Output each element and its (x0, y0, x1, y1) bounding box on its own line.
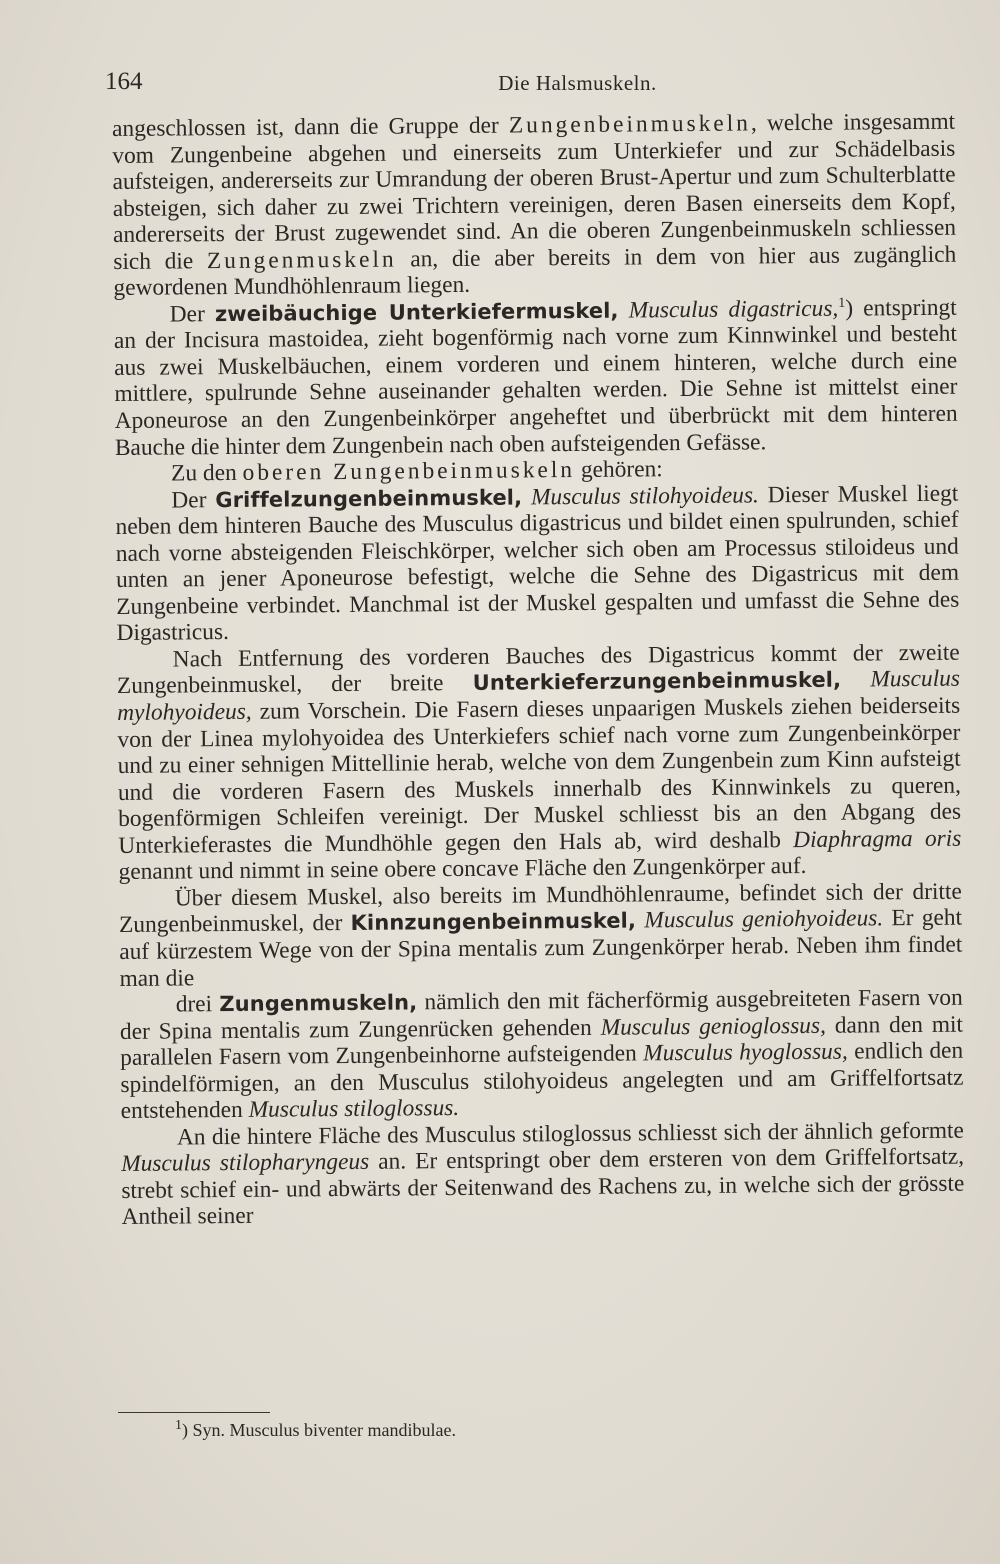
paragraph (114, 294, 958, 461)
spaced-term: Zungenmuskeln (206, 246, 397, 274)
text-run: Der (169, 300, 216, 328)
latin-term: Musculus genioglossus, (600, 1012, 826, 1041)
page-number: 164 (105, 68, 143, 95)
bold-term: Zungenmuskeln, (219, 990, 418, 1017)
text-run: Dieser Muskel liegt neben dem hinteren Bauche des Musculus digastricus und bildet einen spulrunden, schief nach vorne absteigenden Fleischkörper, welcher sich oben am Processus stiloideus und unten an jener Aponeurose befestigt, welche die Sehne des Digastricus mit dem Zungenbeine verbindet. Manchmal ist der Muskel gespalten und umfasst die Sehne des Digastricus. (115, 480, 960, 647)
text-run: an, die aber bereits in dem von hier aus zugänglich gewordenen Mundhöhlenraum liegen. (113, 241, 957, 302)
text-run: angeschlossen ist, dann die Gruppe der (112, 112, 510, 142)
paragraph (120, 985, 964, 1125)
footnote-divider (118, 1412, 270, 1413)
text-run: Er geht auf kürzestem Wege von der Spina mentalis zum Zungenkörper herab. Neben ihm findet man die (119, 905, 963, 992)
text-run: Über diesem Muskel, also bereits im Mundhöhlenraume, befindet sich der dritte Zungenbeinmuskel, der (118, 878, 962, 939)
latin-term: Musculus stilohyoideus. (530, 482, 759, 511)
latin-term: Musculus stiloglossus. (248, 1095, 460, 1124)
footnote-text: ) Syn. Musculus biventer mandibulae. (182, 1420, 456, 1440)
text-run: ) entspringt an der Incisura mastoidea, zieht bogenförmig nach vorne zum Kinnwinkel und besteht aus zwei Muskelbäuchen, einem vorderen und einem hinteren, welche durch eine mittlere, spulrunde Sehne auseinander gehalten werden. Die Sehne ist mittelst einer Aponeurose an den Zungenbeinkörper angeheftet und überbrückt mit dem hinteren Bauche die hinter dem Zungenbein nach oben aufsteigenden Gefässe. (113, 294, 958, 461)
text-run: Zu den (171, 459, 243, 487)
spaced-term: oberen Zungenbeinmuskeln (242, 457, 576, 486)
paragraph (115, 480, 959, 647)
body-text (112, 109, 965, 1231)
footnote-marker: 1 (175, 1418, 182, 1433)
text-run: , welche insgesammt vom Zungenbeine abgehen und einerseits zum Unterkiefer und zur Schädelbasis aufsteigen, andererseits zur Umrandung der oberen Brust-Apertur und zum Schulterblatte absteigen, sich daher zu zwei Trichtern vereinigen, deren Basen einerseits dem Kopf, andererseits der Brust zugewendet sind. An die oberen Zungenbeinmuskeln schliessen sich die (112, 108, 957, 275)
footnote-reference: 1 (838, 295, 846, 311)
paragraph (121, 1117, 965, 1231)
bold-term: zweibäuchige Unterkiefermuskel, (214, 298, 619, 326)
paragraph (119, 878, 963, 992)
latin-term: Musculus digastricus, (628, 295, 839, 324)
spaced-term: Zungenbeinmuskeln (508, 110, 752, 139)
text-run (841, 667, 870, 693)
footnote (175, 1420, 456, 1441)
running-head: Die Halsmuskeln. (498, 71, 657, 95)
latin-term: Musculus geniohyoideus. (644, 905, 884, 934)
latin-term: Musculus stilopharyngeus (121, 1149, 370, 1178)
page-header (105, 68, 940, 104)
latin-term: Musculus mylohyoideus, (117, 666, 961, 727)
text-run: dann den mit parallelen Fasern vom Zungenbeinhorne aufsteigenden (120, 1011, 964, 1072)
text-run: genannt und nimmt in seine obere concave Fläche den Zungenkörper auf. (118, 853, 807, 886)
bold-term: Griffelzungenbeinmuskel, (215, 485, 523, 512)
text-run: an. Er entspringt ober dem ersteren von dem Griffelfortsatz, strebt schief ein- und abwärts der Seitenwand des Rachens zu, in welche sich der grösste Antheil seiner (121, 1143, 965, 1231)
text-run: drei (175, 991, 220, 1018)
paragraph (112, 109, 957, 302)
text-run (618, 297, 628, 323)
latin-term: Diaphragma oris (792, 825, 962, 853)
text-run: gehören: (574, 456, 663, 484)
text-run: nämlich den mit fächerförmig ausgebreiteten Fasern von der Spina mentalis zum Zungenrücken gehenden (119, 984, 963, 1045)
paragraph (117, 640, 962, 886)
bold-term: Kinnzungenbeinmuskel, (350, 908, 637, 936)
text-run (522, 484, 531, 510)
latin-term: Musculus hyoglossus, (643, 1038, 848, 1067)
text-run: zum Vorschein. Die Fasern dieses unpaarigen Muskels ziehen beiderseits von der Linea mylohyoidea des Unterkiefers schief nach vorne zum Zungenbeinkörper und zu einer sehnigen Mittellinie herab, welche von dem Zungenbein zum Kinn aufsteigt und die vorderen Fasern des Muskels innerhalb des Kinnwinkels zu queren, bogenförmigen Schleifen vereinigt. Der Muskel schliesst bis an den Abgang des Unterkieferastes die Mundhöhle gegen den Hals ab, wird deshalb (117, 692, 962, 859)
text-run: endlich den spindelförmigen, an den Musculus stilohyoideus angelegten und am Griffelfortsatz entstehenden (120, 1037, 964, 1125)
text-run: Nach Entfernung des vorderen Bauches des Digastricus kommt der zweite Zungenbeinmuskel, der breite (116, 639, 960, 700)
text-run: Der (171, 486, 216, 514)
bold-term: Unterkieferzungenbeinmuskel, (472, 668, 842, 696)
text-run: An die hintere Fläche des Musculus stiloglossus schliesst sich der ähnlich geformte (176, 1117, 964, 1151)
